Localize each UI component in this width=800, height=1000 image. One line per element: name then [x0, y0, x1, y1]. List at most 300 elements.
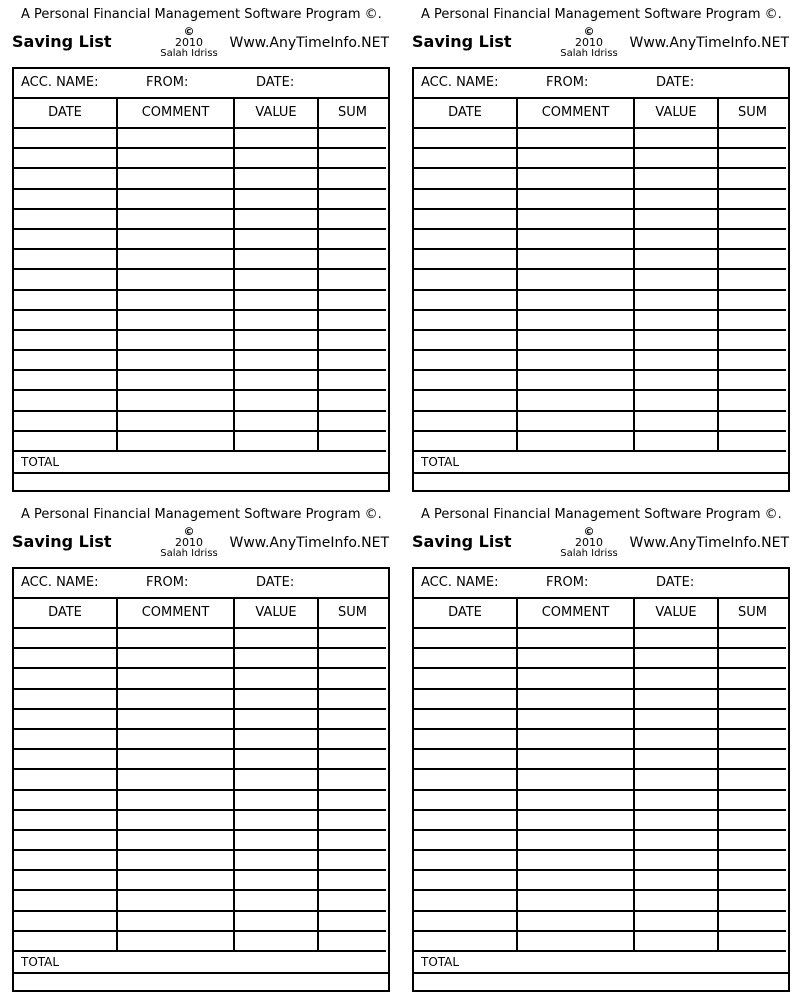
entry-cell[interactable]: [235, 871, 319, 891]
entry-cell[interactable]: [414, 770, 518, 790]
entry-cell[interactable]: [635, 629, 719, 649]
entry-cell[interactable]: [319, 770, 386, 790]
column-header: SUM: [719, 599, 786, 629]
entry-cell[interactable]: [635, 791, 719, 811]
entry-cell[interactable]: [14, 311, 118, 331]
entry-cell[interactable]: [235, 412, 319, 432]
entry-cell[interactable]: [235, 331, 319, 351]
entry-cell[interactable]: [235, 730, 319, 750]
entry-cell[interactable]: [719, 432, 786, 452]
entry-cell[interactable]: [235, 750, 319, 770]
entry-cell[interactable]: [235, 432, 319, 452]
entry-cell[interactable]: [319, 230, 386, 250]
entry-cell[interactable]: [414, 791, 518, 811]
entry-cell[interactable]: [414, 190, 518, 210]
entry-cell[interactable]: [319, 331, 386, 351]
entry-cell[interactable]: [14, 291, 118, 311]
entry-cell[interactable]: [518, 432, 635, 452]
entry-cell[interactable]: [235, 371, 319, 391]
entry-cell[interactable]: [319, 851, 386, 871]
entry-cell[interactable]: [14, 351, 118, 371]
entry-cell[interactable]: [635, 912, 719, 932]
author-name: Salah Idriss: [160, 548, 218, 559]
entry-cell[interactable]: [118, 291, 235, 311]
entry-cell[interactable]: [235, 791, 319, 811]
copyright-block: [151, 526, 227, 559]
copyright-symbol: ©: [183, 525, 195, 538]
entry-cell[interactable]: [414, 891, 518, 911]
entry-cell[interactable]: [235, 391, 319, 411]
entry-cell[interactable]: [518, 371, 635, 391]
entry-cell[interactable]: [518, 891, 635, 911]
entries-grid: [414, 599, 788, 952]
entry-cell[interactable]: [319, 270, 386, 290]
entry-cell[interactable]: [635, 230, 719, 250]
entry-cell[interactable]: [518, 750, 635, 770]
entry-cell[interactable]: [635, 311, 719, 331]
entry-cell[interactable]: [414, 291, 518, 311]
entry-cell[interactable]: [319, 210, 386, 230]
account-name-label: ACC. NAME:: [421, 75, 499, 90]
entry-cell[interactable]: [518, 730, 635, 750]
entry-cell[interactable]: [635, 690, 719, 710]
entry-cell[interactable]: [235, 710, 319, 730]
entry-cell[interactable]: [518, 169, 635, 189]
entry-cell[interactable]: [14, 412, 118, 432]
total-value-cell[interactable]: [414, 474, 788, 493]
entry-cell[interactable]: [118, 851, 235, 871]
entry-cell[interactable]: [118, 912, 235, 932]
entry-cell[interactable]: [235, 669, 319, 689]
entry-cell[interactable]: [719, 291, 786, 311]
total-row: TOTAL: [14, 452, 388, 474]
entry-cell[interactable]: [719, 649, 786, 669]
entry-cell[interactable]: [635, 149, 719, 169]
entry-cell[interactable]: [719, 791, 786, 811]
entry-cell[interactable]: [414, 649, 518, 669]
entry-cell[interactable]: [118, 190, 235, 210]
entry-cell[interactable]: [319, 912, 386, 932]
account-info-row: [14, 569, 388, 599]
entry-cell[interactable]: [635, 871, 719, 891]
entry-cell[interactable]: [235, 210, 319, 230]
saving-list-form: [11, 504, 389, 994]
entry-cell[interactable]: [118, 270, 235, 290]
entry-cell[interactable]: [635, 412, 719, 432]
entry-cell[interactable]: [719, 851, 786, 871]
entry-cell[interactable]: [14, 932, 118, 952]
entry-cell[interactable]: [235, 649, 319, 669]
entry-cell[interactable]: [635, 291, 719, 311]
entry-cell[interactable]: [414, 412, 518, 432]
entry-cell[interactable]: [118, 149, 235, 169]
entry-cell[interactable]: [118, 351, 235, 371]
entry-cell[interactable]: [414, 311, 518, 331]
entry-cell[interactable]: [118, 169, 235, 189]
column-header: SUM: [319, 99, 386, 129]
entry-cell[interactable]: [414, 710, 518, 730]
entry-cell[interactable]: [319, 391, 386, 411]
entry-cell[interactable]: [518, 291, 635, 311]
entry-cell[interactable]: [719, 932, 786, 952]
entry-cell[interactable]: [14, 770, 118, 790]
author-name: Salah Idriss: [560, 48, 618, 59]
page-title: Saving List: [12, 532, 112, 551]
entry-cell[interactable]: [118, 371, 235, 391]
entry-cell[interactable]: [414, 250, 518, 270]
entry-cell[interactable]: [635, 432, 719, 452]
entry-cell[interactable]: [14, 791, 118, 811]
entry-cell[interactable]: [635, 371, 719, 391]
entry-cell[interactable]: [235, 831, 319, 851]
entry-cell[interactable]: [518, 811, 635, 831]
entry-cell[interactable]: [14, 851, 118, 871]
entry-cell[interactable]: [319, 129, 386, 149]
entry-cell[interactable]: [635, 932, 719, 952]
entry-cell[interactable]: [518, 629, 635, 649]
copyright-year: 2010: [575, 536, 603, 549]
entry-cell[interactable]: [719, 669, 786, 689]
entry-cell[interactable]: [319, 871, 386, 891]
entry-cell[interactable]: [118, 891, 235, 911]
entry-cell[interactable]: [14, 811, 118, 831]
entry-cell[interactable]: [414, 730, 518, 750]
entry-cell[interactable]: [518, 932, 635, 952]
saving-list-form: [411, 4, 789, 494]
entry-cell[interactable]: [635, 169, 719, 189]
total-value-cell[interactable]: [14, 474, 388, 493]
entry-cell[interactable]: [414, 210, 518, 230]
column-header: DATE: [14, 599, 118, 629]
entry-cell[interactable]: [319, 891, 386, 911]
entry-cell[interactable]: [118, 690, 235, 710]
entry-cell[interactable]: [118, 750, 235, 770]
entry-cell[interactable]: [719, 210, 786, 230]
saving-list-form: [11, 4, 389, 494]
entry-cell[interactable]: [414, 149, 518, 169]
entry-cell[interactable]: [235, 811, 319, 831]
entry-cell[interactable]: [635, 270, 719, 290]
entry-cell[interactable]: [635, 351, 719, 371]
entry-cell[interactable]: [719, 871, 786, 891]
entry-cell[interactable]: [635, 730, 719, 750]
entry-cell[interactable]: [518, 649, 635, 669]
entry-cell[interactable]: [319, 149, 386, 169]
entry-cell[interactable]: [719, 230, 786, 250]
entry-cell[interactable]: [118, 669, 235, 689]
entry-cell[interactable]: [414, 391, 518, 411]
entry-cell[interactable]: [118, 871, 235, 891]
entry-cell[interactable]: [118, 432, 235, 452]
entry-cell[interactable]: [118, 932, 235, 952]
entry-cell[interactable]: [14, 750, 118, 770]
entry-cell[interactable]: [319, 412, 386, 432]
entry-cell[interactable]: [14, 649, 118, 669]
entry-cell[interactable]: [319, 311, 386, 331]
entry-cell[interactable]: [319, 811, 386, 831]
entry-cell[interactable]: [235, 230, 319, 250]
entry-cell[interactable]: [414, 871, 518, 891]
copyright-symbol: ©: [183, 25, 195, 38]
entry-cell[interactable]: [319, 750, 386, 770]
entry-cell[interactable]: [414, 851, 518, 871]
entry-cell[interactable]: [14, 190, 118, 210]
entry-cell[interactable]: [719, 351, 786, 371]
entry-cell[interactable]: [635, 891, 719, 911]
entry-cell[interactable]: [14, 891, 118, 911]
website-link: Www.AnyTimeInfo.NET: [229, 535, 389, 551]
entry-cell[interactable]: [14, 331, 118, 351]
entry-cell[interactable]: [518, 270, 635, 290]
entry-cell[interactable]: [719, 412, 786, 432]
entry-cell[interactable]: [118, 649, 235, 669]
entry-cell[interactable]: [14, 831, 118, 851]
entries-grid: [14, 599, 388, 952]
entry-cell[interactable]: [414, 351, 518, 371]
copyright-year: 2010: [175, 36, 203, 49]
date-label: DATE:: [256, 575, 295, 590]
entry-cell[interactable]: [118, 629, 235, 649]
entry-cell[interactable]: [518, 770, 635, 790]
entry-cell[interactable]: [414, 912, 518, 932]
entry-cell[interactable]: [319, 831, 386, 851]
entry-cell[interactable]: [635, 851, 719, 871]
account-info-row: [14, 69, 388, 99]
column-header: VALUE: [235, 599, 319, 629]
entry-cell[interactable]: [14, 629, 118, 649]
entry-cell[interactable]: [518, 912, 635, 932]
entry-cell[interactable]: [518, 311, 635, 331]
entry-cell[interactable]: [14, 371, 118, 391]
entry-cell[interactable]: [414, 669, 518, 689]
entry-cell[interactable]: [118, 210, 235, 230]
entry-cell[interactable]: [518, 669, 635, 689]
entry-cell[interactable]: [319, 190, 386, 210]
entry-cell[interactable]: [414, 230, 518, 250]
entry-cell[interactable]: [414, 371, 518, 391]
entry-cell[interactable]: [319, 649, 386, 669]
column-header: VALUE: [235, 99, 319, 129]
entry-cell[interactable]: [719, 391, 786, 411]
page-title: Saving List: [412, 32, 512, 51]
entry-cell[interactable]: [414, 331, 518, 351]
entry-cell[interactable]: [14, 432, 118, 452]
entry-cell[interactable]: [518, 149, 635, 169]
account-info-row: [414, 569, 788, 599]
entry-cell[interactable]: [118, 391, 235, 411]
entry-cell[interactable]: [118, 412, 235, 432]
entry-cell[interactable]: [719, 270, 786, 290]
entry-cell[interactable]: [719, 190, 786, 210]
entry-cell[interactable]: [635, 770, 719, 790]
entry-cell[interactable]: [518, 331, 635, 351]
entry-cell[interactable]: [118, 730, 235, 750]
entry-cell[interactable]: [14, 669, 118, 689]
total-value-cell[interactable]: [414, 974, 788, 993]
entry-cell[interactable]: [118, 129, 235, 149]
entry-cell[interactable]: [635, 190, 719, 210]
entry-cell[interactable]: [118, 770, 235, 790]
entry-cell[interactable]: [719, 149, 786, 169]
entry-cell[interactable]: [235, 311, 319, 331]
entry-cell[interactable]: [414, 629, 518, 649]
entry-cell[interactable]: [719, 912, 786, 932]
entry-cell[interactable]: [414, 831, 518, 851]
entry-cell[interactable]: [14, 129, 118, 149]
entry-cell[interactable]: [719, 311, 786, 331]
copyright-block: [551, 26, 627, 59]
entry-cell[interactable]: [635, 391, 719, 411]
entry-cell[interactable]: [635, 250, 719, 270]
entry-cell[interactable]: [14, 690, 118, 710]
entry-cell[interactable]: [719, 629, 786, 649]
saving-list-form: [411, 504, 789, 994]
column-header: DATE: [414, 99, 518, 129]
saving-table: [12, 567, 390, 992]
entry-cell[interactable]: [518, 791, 635, 811]
entry-cell[interactable]: [118, 791, 235, 811]
entry-cell[interactable]: [235, 891, 319, 911]
entry-cell[interactable]: [635, 710, 719, 730]
entry-cell[interactable]: [235, 851, 319, 871]
entry-cell[interactable]: [414, 750, 518, 770]
entry-cell[interactable]: [235, 149, 319, 169]
entry-cell[interactable]: [14, 270, 118, 290]
entry-cell[interactable]: [719, 750, 786, 770]
entry-cell[interactable]: [14, 730, 118, 750]
entry-cell[interactable]: [235, 129, 319, 149]
entry-cell[interactable]: [319, 690, 386, 710]
entry-cell[interactable]: [235, 351, 319, 371]
entry-cell[interactable]: [414, 129, 518, 149]
entry-cell[interactable]: [235, 690, 319, 710]
entry-cell[interactable]: [414, 690, 518, 710]
entry-cell[interactable]: [719, 371, 786, 391]
entry-cell[interactable]: [635, 811, 719, 831]
website-link: Www.AnyTimeInfo.NET: [629, 535, 789, 551]
entry-cell[interactable]: [319, 629, 386, 649]
entry-cell[interactable]: [719, 690, 786, 710]
entry-cell[interactable]: [518, 690, 635, 710]
entry-cell[interactable]: [235, 932, 319, 952]
entry-cell[interactable]: [635, 831, 719, 851]
entry-cell[interactable]: [235, 912, 319, 932]
entry-cell[interactable]: [635, 331, 719, 351]
date-label: DATE:: [656, 75, 695, 90]
column-header: DATE: [14, 99, 118, 129]
entry-cell[interactable]: [414, 811, 518, 831]
entry-cell[interactable]: [118, 250, 235, 270]
entry-cell[interactable]: [14, 169, 118, 189]
entry-cell[interactable]: [719, 129, 786, 149]
entry-cell[interactable]: [319, 932, 386, 952]
entry-cell[interactable]: [518, 831, 635, 851]
entry-cell[interactable]: [635, 129, 719, 149]
entry-cell[interactable]: [518, 710, 635, 730]
entry-cell[interactable]: [235, 169, 319, 189]
entry-cell[interactable]: [235, 250, 319, 270]
entry-cell[interactable]: [319, 710, 386, 730]
entry-cell[interactable]: [635, 649, 719, 669]
entry-cell[interactable]: [719, 730, 786, 750]
entry-cell[interactable]: [319, 351, 386, 371]
entry-cell[interactable]: [319, 432, 386, 452]
entry-cell[interactable]: [518, 871, 635, 891]
entry-cell[interactable]: [14, 230, 118, 250]
entry-cell[interactable]: [319, 371, 386, 391]
entry-cell[interactable]: [14, 912, 118, 932]
entry-cell[interactable]: [235, 629, 319, 649]
entry-cell[interactable]: [719, 831, 786, 851]
entry-cell[interactable]: [319, 791, 386, 811]
entry-cell[interactable]: [118, 710, 235, 730]
entry-cell[interactable]: [319, 169, 386, 189]
entry-cell[interactable]: [235, 291, 319, 311]
entry-cell[interactable]: [14, 710, 118, 730]
entry-cell[interactable]: [118, 230, 235, 250]
entry-cell[interactable]: [118, 831, 235, 851]
total-value-cell[interactable]: [14, 974, 388, 993]
entry-cell[interactable]: [518, 391, 635, 411]
program-tagline: A Personal Financial Management Software Program ©.: [421, 507, 782, 522]
entry-cell[interactable]: [319, 291, 386, 311]
entry-cell[interactable]: [14, 149, 118, 169]
entry-cell[interactable]: [518, 129, 635, 149]
entry-cell[interactable]: [414, 932, 518, 952]
entry-cell[interactable]: [319, 250, 386, 270]
from-label: FROM:: [546, 575, 589, 590]
entry-cell[interactable]: [635, 669, 719, 689]
entry-cell[interactable]: [235, 770, 319, 790]
entry-cell[interactable]: [635, 750, 719, 770]
entry-cell[interactable]: [719, 331, 786, 351]
entry-cell[interactable]: [518, 412, 635, 432]
entry-cell[interactable]: [719, 770, 786, 790]
entry-cell[interactable]: [118, 811, 235, 831]
copyright-block: [151, 26, 227, 59]
entry-cell[interactable]: [719, 710, 786, 730]
entry-cell[interactable]: [518, 210, 635, 230]
entry-cell[interactable]: [414, 270, 518, 290]
entry-cell[interactable]: [518, 190, 635, 210]
entry-cell[interactable]: [518, 851, 635, 871]
entry-cell[interactable]: [719, 250, 786, 270]
entry-cell[interactable]: [518, 250, 635, 270]
entry-cell[interactable]: [235, 190, 319, 210]
copyright-symbol: ©: [583, 525, 595, 538]
entry-cell[interactable]: [118, 331, 235, 351]
entry-cell[interactable]: [14, 210, 118, 230]
total-row: TOTAL: [414, 952, 788, 974]
entry-cell[interactable]: [414, 169, 518, 189]
entry-cell[interactable]: [118, 311, 235, 331]
entry-cell[interactable]: [14, 250, 118, 270]
total-row: TOTAL: [414, 452, 788, 474]
saving-table: [12, 67, 390, 492]
entry-cell[interactable]: [235, 270, 319, 290]
entry-cell[interactable]: [414, 432, 518, 452]
entry-cell[interactable]: [319, 730, 386, 750]
entry-cell[interactable]: [14, 391, 118, 411]
entry-cell[interactable]: [518, 230, 635, 250]
entry-cell[interactable]: [319, 669, 386, 689]
entry-cell[interactable]: [518, 351, 635, 371]
entry-cell[interactable]: [719, 891, 786, 911]
entry-cell[interactable]: [635, 210, 719, 230]
entry-cell[interactable]: [719, 169, 786, 189]
entry-cell[interactable]: [14, 871, 118, 891]
entry-cell[interactable]: [719, 811, 786, 831]
